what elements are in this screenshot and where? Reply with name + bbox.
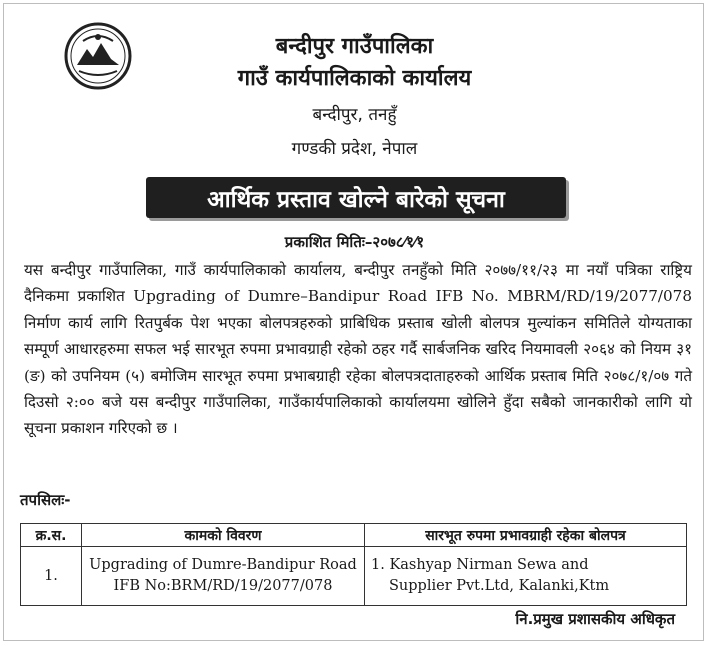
province-country: गण्डकी प्रदेश, नेपाल: [291, 139, 418, 159]
description-line-2: IFB No:BRM/RD/19/2077/078: [113, 578, 333, 594]
published-date: प्रकाशित मितिः–२०७८⁄१⁄१: [284, 233, 425, 251]
col-header-sn: क्र.स.: [21, 524, 82, 547]
municipality-name: बन्दीपुर गाउँपालिका: [275, 34, 434, 59]
row-description: [82, 547, 365, 606]
row-sn: 1.: [21, 547, 82, 606]
description-line-1: Upgrading of Dumre-Bandipur Road: [89, 557, 357, 573]
notice-body: यस बन्दीपुर गाउँपालिका, गाउँ कार्यपालिकाको कार्यालय, बन्दीपुर तनहुँको मिति २०७७/११/२३ मा नयाँ पत्रिका राष्ट्रिय दैनिकमा प्रकाशित Upgrading of Dumre–Bandipur Road IFB No. MBRM/RD/19/2077/078 निर्माण कार्य लागि रितपुर्बक पेश भएका बोलपत्रहरुको प्राबिधिक प्रस्ताब खोली बोलपत्र मुल्यांकन समितिले योग्यताका सम्पूर्ण आधारहरुमा सफल भई सारभूत रुपमा प्रभावग्राही रहेको ठहर गर्दै सार्बजनिक खरिद नियमावली २०६४ को नियम ३१ (ङ) को उपनियम (५) बमोजिम सारभूत रुपमा प्रभाबग्राही रहेका बोलपत्रदाताहरुको आर्थिक प्रस्ताब मिति २०७८/१/०७ गते दिउसो २:०० बजे यस बन्दीपुर गाउँपालिका, गाउँकार्यपालिकाको कार्यालयमा खोलिने हुँदा सबैको जानकारीको लागि यो सूचना प्रकाशन गरिएको छ ।: [24, 261, 692, 438]
office-name: गाउँ कार्यपालिकाको कार्यालय: [237, 66, 472, 91]
bidder-line-1: 1. Kashyap Nirman Sewa and: [371, 557, 589, 573]
schedule-label: तपसिलः-: [20, 491, 71, 509]
table-row: [21, 547, 687, 606]
office-address: बन्दीपुर, तनहुँ: [312, 105, 397, 125]
bidder-line-2: Supplier Pvt.Ltd, Kalanki,Ktm: [389, 578, 610, 594]
notice-title: आर्थिक प्रस्ताव खोल्ने बारेको सूचना: [146, 177, 566, 218]
bid-table: [20, 523, 687, 606]
table-header-row: [21, 524, 687, 547]
signatory-title: नि.प्रमुख प्रशासकीय अधिकृत: [515, 610, 675, 628]
row-bidder: [365, 547, 687, 606]
col-header-bidder: सारभूत रुपमा प्रभावग्राही रहेका बोलपत्र: [365, 524, 687, 547]
col-header-description: कामको विवरण: [82, 524, 365, 547]
